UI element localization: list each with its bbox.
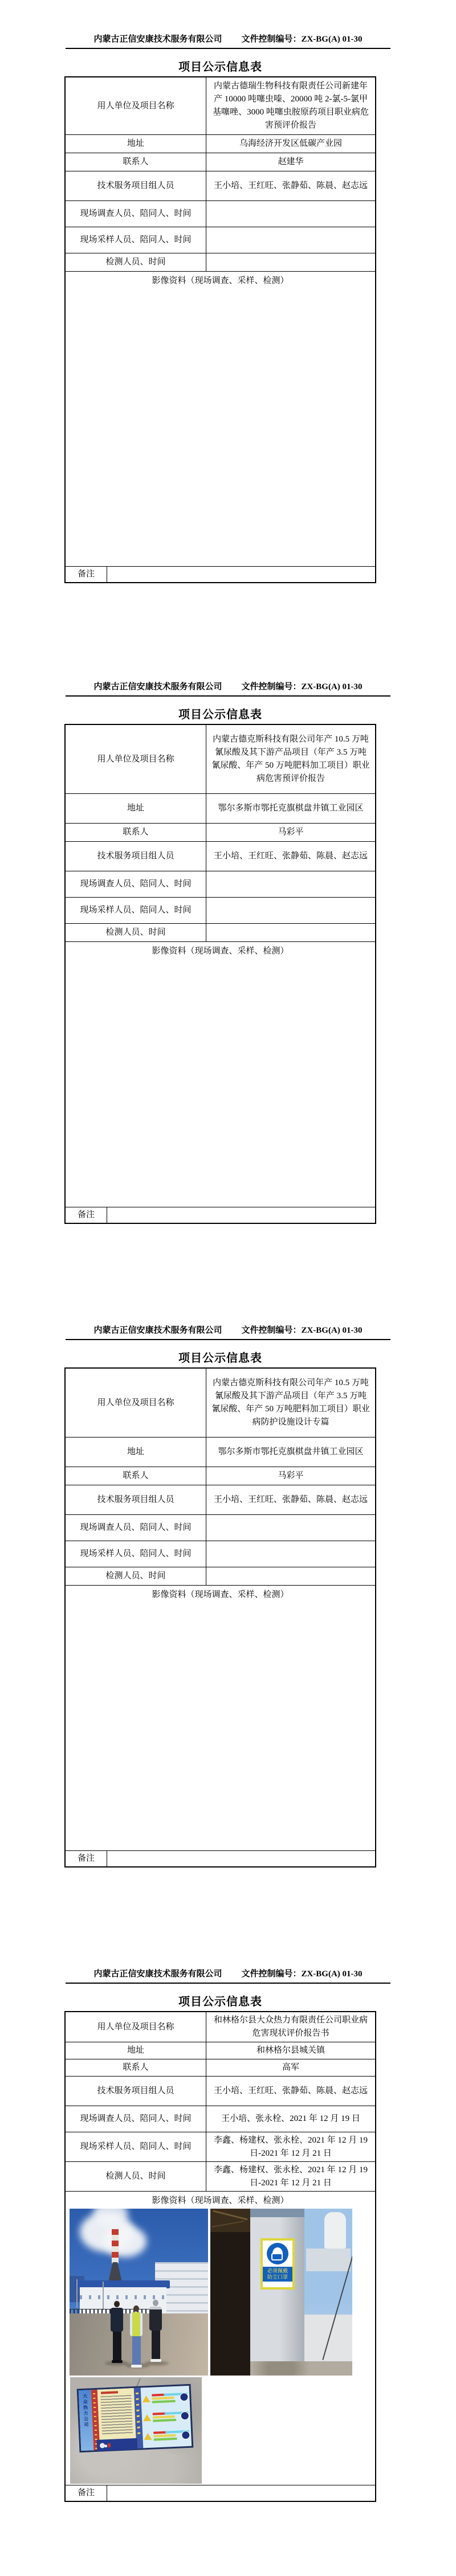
table-row-remark (66, 1850, 375, 1866)
contact-value: 马彩平 (278, 828, 304, 837)
doc-control (241, 1324, 362, 1336)
table-row-service-team (66, 1485, 375, 1514)
row-label: 检测人员、时间 (66, 2162, 206, 2191)
table-row-address (66, 1437, 375, 1467)
employer-project-value: 内蒙古德克斯科技有限公司年产 10.5 万吨氰尿酸及其下游产品项目（年产 3.5 万吨氰尿酸、年产 50 万吨肥料加工项目）职业病防护设施设计专篇 (211, 1378, 370, 1427)
document-page-3 (0, 1291, 456, 1935)
service-team-value: 王小培、王红旺、张静茹、陈晨、赵志远 (213, 181, 368, 190)
hazard-row (144, 2426, 190, 2446)
media-row (66, 1585, 375, 1850)
address-value: 鄂尔多斯市鄂托克旗棋盘井镇工业园区 (218, 1447, 364, 1456)
service-team-value: 王小培、王红旺、张静茹、陈晨、赵志远 (213, 2086, 368, 2095)
notice-board (77, 2384, 194, 2453)
sampling-value (206, 898, 375, 923)
row-label: 检测人员、时间 (66, 1567, 206, 1585)
company-name: 内蒙古正信安康技术服务有限公司 (93, 682, 222, 691)
row-label: 用人单位及项目名称 (66, 77, 206, 134)
row-label: 用人单位及项目名称 (66, 725, 206, 793)
round-badge-icon (181, 2431, 190, 2440)
table-row-survey (66, 200, 375, 227)
row-label: 检测人员、时间 (66, 253, 206, 271)
table-row-employer-project (66, 77, 375, 134)
testing-value: 李鑫、杨建权、张永栓、2021 年 12 月 19 日-2021 年 12 月 21 日 (213, 2165, 368, 2188)
dust-mask-sign-photo (210, 2209, 352, 2376)
document-header (66, 1967, 390, 1979)
row-label: 备注 (66, 1851, 107, 1866)
media-row (66, 941, 375, 1207)
remark-value (107, 1207, 375, 1223)
testing-value (206, 1567, 375, 1585)
table-row-survey (66, 871, 375, 897)
table-row-contact (66, 2059, 375, 2076)
sign-text: 必须佩戴 防尘口罩 (263, 2267, 292, 2282)
address-value: 鄂尔多斯市鄂托克旗棋盘井镇工业园区 (218, 804, 364, 813)
hazard-row (142, 2389, 189, 2408)
steam-plume (104, 2226, 146, 2257)
media-row (66, 2191, 375, 2485)
media-row (66, 271, 375, 566)
company-name: 内蒙古正信安康技术服务有限公司 (93, 35, 222, 44)
remark-value (107, 567, 375, 582)
document-header (66, 1324, 390, 1336)
board-footer-graphic (97, 2438, 138, 2451)
table-row-employer-project (66, 1369, 375, 1437)
table-row-remark (66, 566, 375, 582)
table-row-address (66, 134, 375, 153)
row-label: 联系人 (66, 824, 206, 841)
row-label: 联系人 (66, 1467, 206, 1485)
employer-project-value: 内蒙古德瑞生物科技有限责任公司新建年产 10000 吨噻虫嗪、20000 吨 2-氯-5-氯甲基噻唑、3000 吨噻虫胺原药项目职业病危害预评价报告 (213, 81, 369, 130)
person-dark-jacket (109, 2301, 124, 2363)
table-row-employer-project (66, 725, 375, 793)
row-label: 备注 (66, 2485, 107, 2501)
row-label: 用人单位及项目名称 (66, 1369, 206, 1437)
plant-structure (306, 2249, 351, 2271)
table-row-address (66, 793, 375, 823)
sampling-value (206, 1541, 375, 1567)
media-label: 影像资料（现场调查、采样、检测） (152, 946, 289, 956)
row-label: 备注 (66, 567, 107, 582)
remark-value (107, 2485, 375, 2501)
media-photos (66, 2208, 375, 2485)
table-row-contact (66, 823, 375, 841)
table-row-service-team (66, 171, 375, 200)
warning-triangle-icon (143, 2414, 152, 2422)
site-survey-group-photo (70, 2209, 208, 2376)
media-label: 影像资料（现场调查、采样、检测） (152, 276, 289, 285)
row-label: 地址 (66, 2042, 206, 2059)
person-hooded-jacket (148, 2300, 163, 2362)
table-title: 项目公示信息表 (178, 1352, 262, 1365)
media-label: 影像资料（现场调查、采样、检测） (152, 1590, 289, 1599)
table-row-sampling (66, 897, 375, 923)
row-label: 技术服务项目组人员 (66, 842, 206, 871)
striped-chimney (112, 2229, 119, 2263)
row-label: 现场采样人员、陪同人、时间 (66, 898, 206, 923)
doc-control (241, 1967, 362, 1979)
document-header (66, 680, 390, 692)
table-title: 项目公示信息表 (178, 708, 262, 721)
row-label: 地址 (66, 1438, 206, 1467)
header-rule (66, 48, 390, 49)
warning-triangle-icon (144, 2433, 152, 2440)
row-label: 联系人 (66, 153, 206, 171)
doc-control-number: ZX-BG(A) 01-30 (301, 682, 363, 691)
occupational-health-notice-board-photo (70, 2377, 202, 2484)
round-badge-icon (181, 2411, 190, 2421)
row-label: 技术服务项目组人员 (66, 1485, 206, 1514)
contact-value: 赵建华 (278, 157, 304, 166)
sampling-value (206, 227, 375, 253)
table-row-sampling (66, 2132, 375, 2161)
address-value: 和林格尔县城关镇 (256, 2046, 325, 2055)
document-page-4 (0, 1935, 456, 2576)
sampling-value: 李鑫、杨建权、张永栓、2021 年 12 月 19 日-2021 年 12 月 21 日 (213, 2135, 368, 2158)
remark-value (107, 1851, 375, 1866)
rules-heading (101, 2391, 118, 2394)
testing-value (206, 924, 375, 941)
light-pole (76, 2279, 78, 2308)
row-label: 现场调查人员、陪同人、时间 (66, 1515, 206, 1541)
doc-control-label: 文件控制编号： (241, 35, 302, 44)
row-label: 现场采样人员、陪同人、时间 (66, 2132, 206, 2161)
row-label: 现场调查人员、陪同人、时间 (66, 871, 206, 897)
table-row-contact (66, 1467, 375, 1485)
row-label: 技术服务项目组人员 (66, 171, 206, 200)
row-label: 用人单位及项目名称 (66, 2012, 206, 2042)
document-page-2 (0, 648, 456, 1291)
rules-text (100, 2395, 133, 2435)
doc-control (241, 32, 362, 44)
doc-control-label: 文件控制编号： (241, 1326, 302, 1335)
document-page-1 (0, 0, 456, 648)
doc-control-number: ZX-BG(A) 01-30 (301, 35, 363, 44)
table-row-survey (66, 1514, 375, 1541)
row-label: 地址 (66, 794, 206, 823)
contact-value: 马彩平 (278, 1471, 304, 1480)
company-name: 内蒙古正信安康技术服务有限公司 (93, 1326, 222, 1335)
row-label: 现场采样人员、陪同人、时间 (66, 227, 206, 253)
address-value: 乌海经济开发区低碳产业园 (239, 139, 342, 148)
board-company-name: 大众热力公司 (82, 2393, 89, 2428)
employer-project-value: 和林格尔县大众热力有限责任公司职业病危害现状评价报告书 (213, 2016, 368, 2038)
row-label: 现场采样人员、陪同人、时间 (66, 1541, 206, 1567)
steel-beam (250, 2209, 304, 2217)
project-info-table (64, 1367, 376, 1868)
table-row-testing (66, 253, 375, 271)
service-team-value: 王小培、王红旺、张静茹、陈晨、赵志远 (213, 851, 368, 861)
mask-icon (267, 2243, 288, 2264)
table-title: 项目公示信息表 (178, 1996, 262, 2008)
row-label: 现场调查人员、陪同人、时间 (66, 201, 206, 227)
round-badge-icon (180, 2393, 189, 2402)
doc-control-label: 文件控制编号： (241, 682, 302, 691)
table-row-testing (66, 923, 375, 941)
header-rule (66, 695, 390, 697)
table-row-remark (66, 1207, 375, 1223)
survey-value (206, 201, 375, 227)
table-row-service-team (66, 841, 375, 871)
table-row-survey (66, 2106, 375, 2132)
table-row-remark (66, 2485, 375, 2501)
hazard-notice-area (141, 2386, 192, 2448)
shadow (145, 2361, 169, 2365)
employer-project-value: 内蒙古德克斯科技有限公司年产 10.5 万吨氰尿酸及其下游产品项目（年产 3.5 万吨氰尿酸、年产 50 万吨肥料加工项目）职业病危害预评价报告 (211, 735, 370, 783)
project-info-table (64, 2011, 376, 2502)
warning-triangle-icon (142, 2395, 150, 2402)
company-name: 内蒙古正信安康技术服务有限公司 (93, 1969, 222, 1979)
row-label: 检测人员、时间 (66, 924, 206, 941)
media-label: 影像资料（现场调查、采样、检测） (152, 2196, 289, 2205)
header-rule (66, 1339, 390, 1340)
row-label: 地址 (66, 135, 206, 153)
person-hivis-vest (129, 2305, 144, 2368)
project-info-table (64, 76, 376, 583)
silo (324, 2212, 346, 2249)
doc-control-number: ZX-BG(A) 01-30 (301, 1969, 363, 1979)
table-row-sampling (66, 227, 375, 253)
header-rule (66, 1983, 390, 1984)
table-row-testing (66, 2161, 375, 2191)
hazard-row (142, 2407, 189, 2427)
table-title: 项目公示信息表 (178, 61, 262, 73)
row-label: 技术服务项目组人员 (66, 2077, 206, 2106)
mandatory-dust-mask-sign (260, 2238, 295, 2290)
concrete-base (250, 2361, 352, 2376)
table-row-sampling (66, 1541, 375, 1567)
warehouse-interior (210, 2209, 250, 2376)
doc-control-label: 文件控制编号： (241, 1969, 302, 1979)
table-row-service-team (66, 2076, 375, 2106)
table-row-employer-project (66, 2012, 375, 2042)
service-team-value: 王小培、王红旺、张静茹、陈晨、赵志远 (213, 1495, 368, 1504)
doc-control-number: ZX-BG(A) 01-30 (301, 1326, 363, 1335)
row-label: 联系人 (66, 2059, 206, 2076)
light-pole (103, 2282, 104, 2310)
doc-control (241, 680, 362, 692)
contact-value: 高军 (282, 2063, 299, 2072)
row-label: 备注 (66, 1207, 107, 1223)
survey-value: 王小培、张永栓、2021 年 12 月 19 日 (221, 2114, 360, 2123)
steel-column (250, 2209, 304, 2376)
table-row-testing (66, 1567, 375, 1585)
project-info-table (64, 724, 376, 1224)
survey-value (206, 1515, 375, 1541)
testing-value (206, 253, 375, 271)
survey-value (206, 871, 375, 897)
table-row-contact (66, 153, 375, 171)
row-label: 现场调查人员、陪同人、时间 (66, 2106, 206, 2132)
table-row-address (66, 2042, 375, 2059)
document-header (66, 32, 390, 44)
